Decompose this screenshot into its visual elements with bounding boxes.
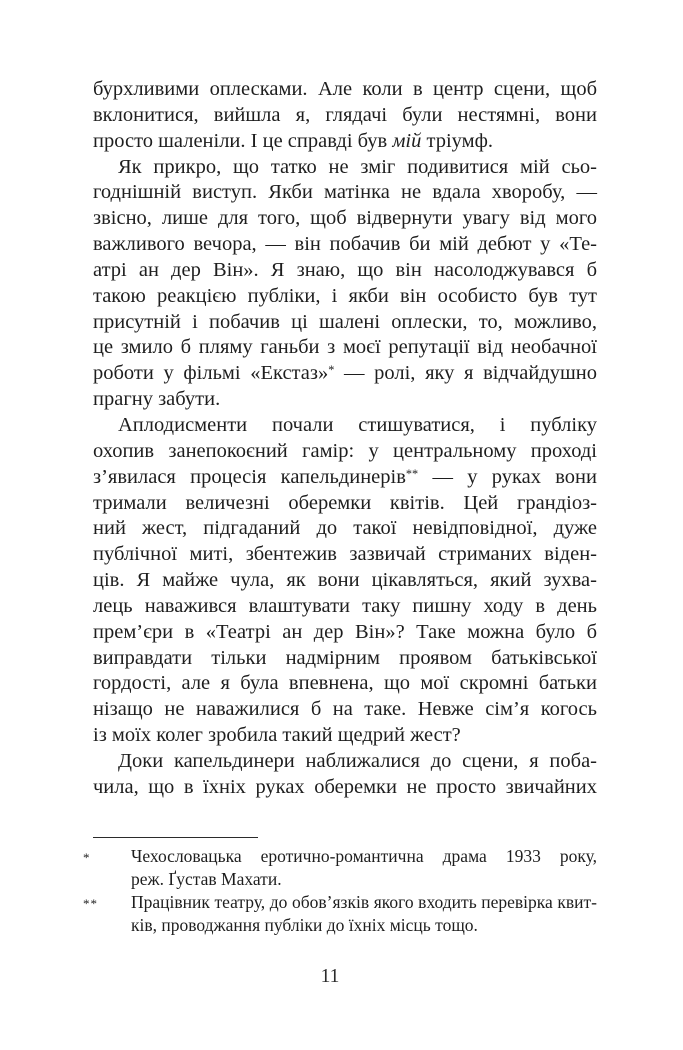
text-segment: звісно, лише для того, щоб відвернути увагу від мого xyxy=(93,207,597,230)
text-line xyxy=(93,465,597,491)
emphasis-text: мій xyxy=(392,129,422,152)
footnote xyxy=(83,891,597,937)
text-line xyxy=(93,749,597,775)
text-segment: присутній і побачив ці шалені оплески, то, можливо, xyxy=(93,310,597,333)
text-line xyxy=(93,491,597,517)
text-line xyxy=(93,103,597,129)
paragraph xyxy=(93,749,597,801)
text-line xyxy=(93,413,597,439)
text-line xyxy=(93,310,597,336)
footnote-line: реж. Ґустав Махати. xyxy=(131,869,282,889)
text-segment: з’явилася процесія капельдинерів xyxy=(93,465,406,488)
text-line xyxy=(93,180,597,206)
text-segment: вклонитися, вийшла я, глядачі були нестямні, вони xyxy=(93,103,597,126)
text-segment: із моїх колег зробила такий щедрий жест? xyxy=(93,724,461,747)
text-segment: гордості, але я була впевнена, що мої скромні батьки xyxy=(93,672,597,695)
text-line xyxy=(93,620,597,646)
footnote-reference: ** xyxy=(405,466,419,481)
text-line xyxy=(93,335,597,361)
text-line xyxy=(93,775,597,801)
paragraph xyxy=(93,155,597,413)
text-line xyxy=(93,516,597,542)
text-segment: Як прикро, що татко не зміг подивитися мій сьо- xyxy=(118,155,597,178)
text-line xyxy=(93,206,597,232)
text-segment: атрі ан дер Він». Я знаю, що він насолоджувався б xyxy=(93,258,597,281)
paragraph xyxy=(93,77,597,155)
footnote-marker: * xyxy=(83,850,91,865)
text-line xyxy=(93,439,597,465)
text-segment: бурхливими оплесками. Але коли в центр сцени, щоб xyxy=(93,78,597,100)
text-segment: Доки капельдинери наближалися до сцени, я поба- xyxy=(118,749,597,772)
text-line xyxy=(93,542,597,568)
text-segment: просто шаленіли. І це справді був xyxy=(93,129,393,152)
text-segment: — ролі, яку я відчайдушно xyxy=(334,362,597,385)
text-line xyxy=(93,155,597,181)
text-line xyxy=(93,284,597,310)
text-line xyxy=(93,697,597,723)
text-line xyxy=(93,77,597,103)
text-segment: лець наважився влаштувати таку пишну ходу в день xyxy=(93,594,597,617)
text-segment: важливого вечора, — він побачив би мій дебют у «Те- xyxy=(93,233,597,256)
text-segment: чила, що в їхніх руках оберемки не просто звичайних xyxy=(93,775,597,798)
text-segment: Аплодисменти почали стишуватися, і публіку xyxy=(118,413,597,436)
text-segment: годнішній виступ. Якби матінка не вдала хворобу, — xyxy=(93,181,597,204)
text-line xyxy=(93,646,597,672)
footnote-reference: * xyxy=(328,363,335,378)
text-segment: нізащо не наважилися б на таке. Невже сім’я когось xyxy=(93,698,597,721)
text-segment: — у руках вони xyxy=(418,465,597,488)
text-segment: це змило б пляму ганьби з моєї репутації від необачної xyxy=(93,336,597,359)
text-segment: прем’єри в «Театрі ан дер Він»? Таке можна було б xyxy=(93,620,597,643)
footnote-line: Працівник театру, до обов’язків якого входить перевірка квит- xyxy=(131,892,597,912)
text-segment: тримали величезні оберемки квітів. Цей грандіоз- xyxy=(93,491,597,514)
text-line xyxy=(93,387,597,413)
text-line xyxy=(93,594,597,620)
text-segment: такою реакцією публіки, і якби він особисто був тут xyxy=(93,284,597,307)
footnotes-section xyxy=(83,845,597,937)
text-line xyxy=(93,723,597,749)
paragraph xyxy=(93,413,597,749)
body-text xyxy=(93,77,597,801)
footnote-line: ків, проводжання публіки до їхніх місць тощо. xyxy=(131,915,478,935)
text-segment: тріумф. xyxy=(421,129,494,152)
text-line xyxy=(93,129,597,155)
text-segment: публічної миті, збентежив зазвичай стриманих віден- xyxy=(93,543,597,566)
text-line xyxy=(93,258,597,284)
text-line xyxy=(93,232,597,258)
text-line xyxy=(93,568,597,594)
text-segment: ців. Я майже чула, як вони цікавляться, який зухва- xyxy=(93,569,597,592)
text-segment: виправдати тільки надмірним проявом батьківської xyxy=(93,646,597,669)
text-segment: охопив занепокоєний гамір: у центральному проході xyxy=(93,439,597,462)
footnote-marker: ** xyxy=(83,896,98,911)
footnote xyxy=(83,845,597,891)
footnote-line: Чехословацька еротично-романтична драма 1933 року, xyxy=(131,846,597,866)
text-segment: прагну забути. xyxy=(93,388,221,411)
page-number: 11 xyxy=(320,966,340,987)
text-segment: роботи у фільмі «Екстаз» xyxy=(93,362,329,385)
text-segment: ний жест, підгаданий до такої невідповідної, дуже xyxy=(93,517,597,540)
footnote-divider xyxy=(93,837,258,838)
text-line xyxy=(93,671,597,697)
text-line xyxy=(93,361,597,387)
